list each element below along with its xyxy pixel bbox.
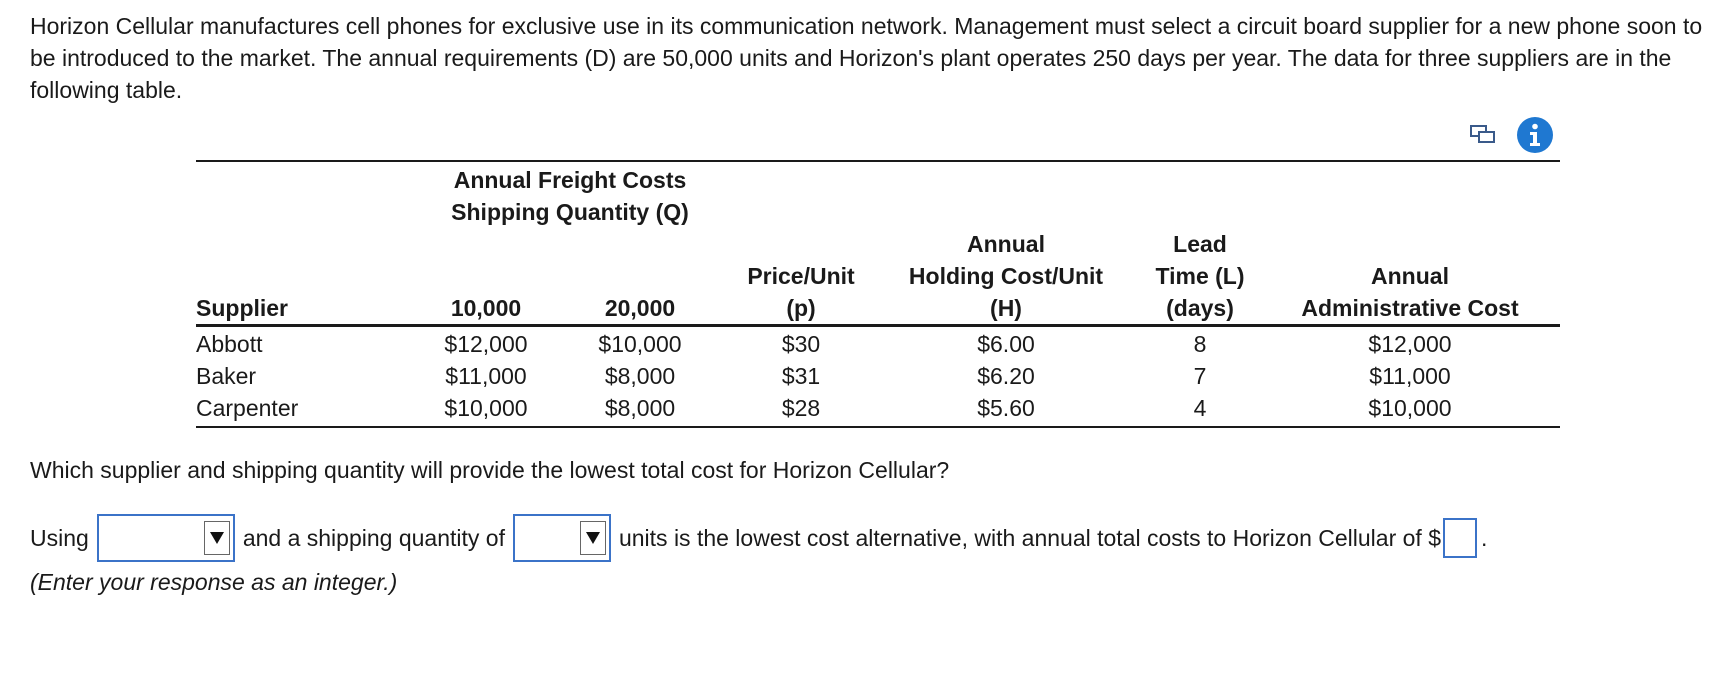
table-cell-holding: $5.60: [977, 395, 1035, 421]
instruction-text: (Enter your response as an integer.): [30, 569, 398, 595]
supplier-dropdown[interactable]: [97, 514, 235, 562]
header-freight-line1: Annual Freight Costs: [453, 167, 687, 193]
dropdown-arrow-icon[interactable]: [204, 521, 230, 555]
header-lead-line1: Lead: [1173, 231, 1227, 257]
answer-middle: and a shipping quantity of: [242, 525, 505, 551]
header-admin-line1: Annual: [1371, 263, 1449, 289]
toolbar: [1470, 116, 1554, 154]
header-q10000: 10,000: [450, 295, 522, 321]
table-top-rule: [196, 160, 1560, 162]
table-cell-lead: 8: [1193, 331, 1207, 357]
table-cell-q20000: $10,000: [598, 331, 682, 357]
table-cell-admin: $10,000: [1368, 395, 1452, 421]
table-cell-supplier: Baker: [196, 363, 257, 389]
table-cell-admin: $11,000: [1369, 363, 1451, 389]
table-cell-price: $31: [781, 363, 821, 389]
answer-sentence: [30, 513, 1487, 563]
table-cell-q10000: $12,000: [444, 331, 528, 357]
header-price-line2: (p): [786, 295, 816, 321]
table-cell-q10000: $11,000: [445, 363, 527, 389]
total-cost-input[interactable]: [1443, 518, 1477, 558]
table-cell-admin: $12,000: [1368, 331, 1452, 357]
header-holding-line1: Annual: [967, 231, 1045, 257]
header-lead-line3: (days): [1166, 295, 1234, 321]
answer-end: .: [1480, 525, 1488, 551]
header-freight-line2: Shipping Quantity (Q): [451, 199, 689, 225]
header-admin-line2: Administrative Cost: [1301, 295, 1519, 321]
copy-icon[interactable]: [1470, 124, 1496, 146]
header-q20000: 20,000: [604, 295, 676, 321]
table-cell-q10000: $10,000: [444, 395, 528, 421]
quantity-dropdown[interactable]: [513, 514, 611, 562]
table-cell-holding: $6.00: [977, 331, 1035, 357]
header-price-line1: Price/Unit: [747, 263, 855, 289]
header-freight-group: [420, 164, 720, 228]
table-cell-price: $28: [781, 395, 821, 421]
table-cell-price: $30: [781, 331, 821, 357]
dropdown-arrow-icon[interactable]: [580, 521, 606, 555]
table-cell-supplier: Carpenter: [196, 395, 299, 421]
header-lead-line2: Time (L): [1155, 263, 1245, 289]
header-supplier: Supplier: [196, 295, 289, 321]
header-holding-line3: (H): [990, 295, 1022, 321]
table-cell-lead: 7: [1193, 363, 1207, 389]
table-header-rule: [196, 324, 1560, 327]
table-cell-holding: $6.20: [977, 363, 1035, 389]
answer-prefix: Using: [30, 525, 89, 551]
table-cell-q20000: $8,000: [604, 363, 676, 389]
table-bottom-rule: [196, 426, 1560, 428]
header-holding-line2: Holding Cost/Unit: [908, 263, 1104, 289]
info-icon[interactable]: [1516, 116, 1554, 154]
table-cell-q20000: $8,000: [604, 395, 676, 421]
table-cell-supplier: Abbott: [196, 331, 263, 357]
question-text: Which supplier and shipping quantity will provide the lowest total cost for Horizon Cellular?: [30, 457, 950, 483]
problem-intro: Horizon Cellular manufactures cell phones for exclusive use in its communication network. Management must select a circuit board supplier for a new phone soon to be introduced to the market. The annual requirements (D) are 50,000 units and Horizon's plant operates 250 days per year. The data for three suppliers are in the following table.: [30, 13, 1703, 103]
answer-suffix: units is the lowest cost alternative, with annual total costs to Horizon Cellular of $: [618, 525, 1441, 551]
table-cell-lead: 4: [1193, 395, 1207, 421]
